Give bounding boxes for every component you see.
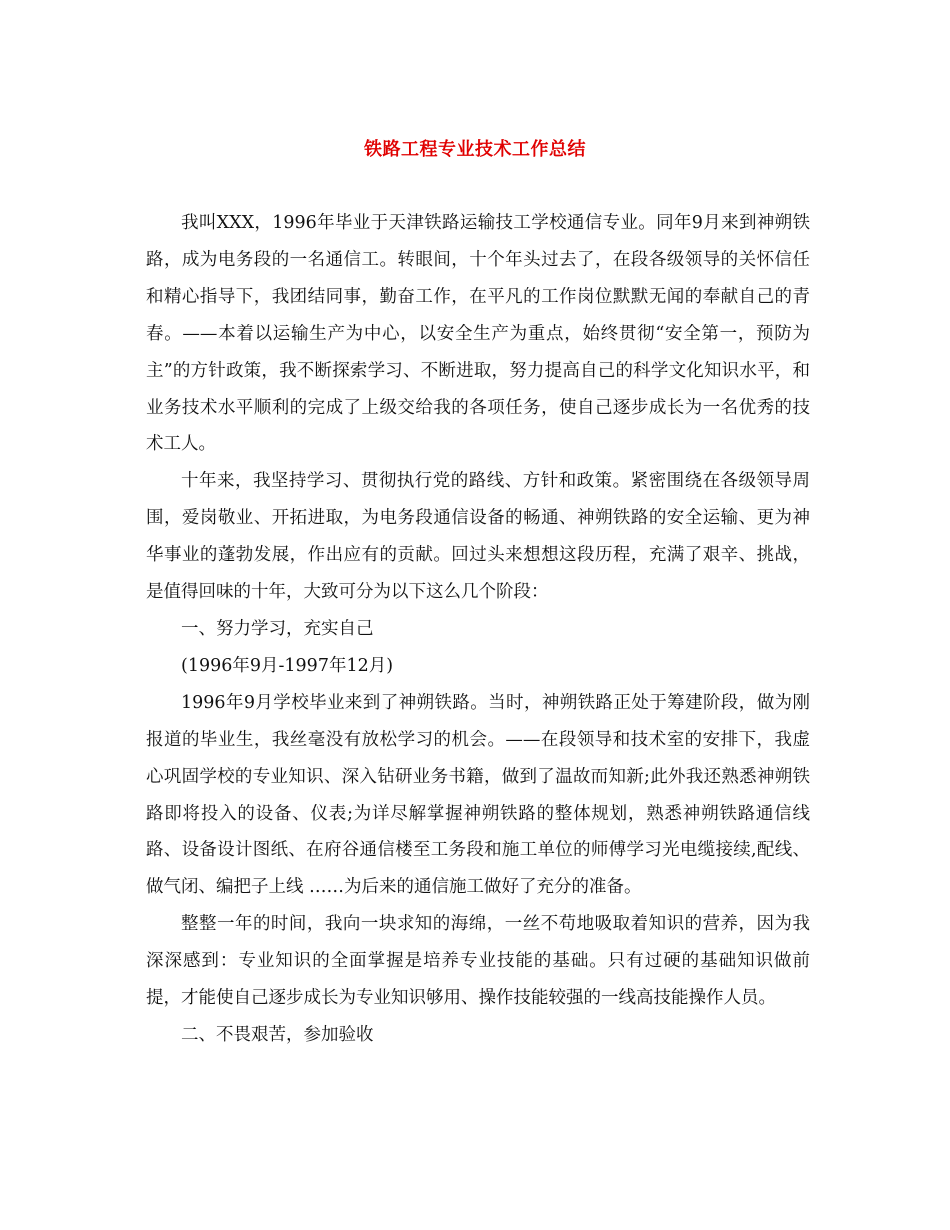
paragraph-ten-years: 十年来，我坚持学习、贯彻执行党的路线、方针和政策。紧密围绕在各级领导周围，爱岗敬业、开拓进取，为电务段通信设备的畅通、神朔铁路的安全运输、更为神华事业的蓬勃发展，作出应有的贡献。回过头来想想这段历程，充满了艰辛、挑战，是值得回味的十年，大致可分为以下这么几个阶段： — [146, 471, 810, 603]
paragraph-learning: 整整一年的时间，我向一块求知的海绵，一丝不苟地吸取着知识的营养，因为我深深感到：专业知识的全面掌握是培养专业技能的基础。只有过硬的基础知识做前提，才能使自己逐步成长为专业知识够用、操作技能较强的一线高技能操作人员。 — [146, 914, 810, 1009]
section-heading-2: 二、不畏艰苦，参加验收 — [181, 1024, 374, 1045]
section-date-range-1: (1996年9月-1997年12月) — [181, 655, 394, 676]
document-body — [146, 205, 810, 1054]
paragraph-intro: 我叫XXX，1996年毕业于天津铁路运输技工学校通信专业。同年9月来到神朔铁路，成为电务段的一名通信工。转眼间，十个年头过去了，在段各级领导的关怀信任和精心指导下，我团结同事，勤奋工作，在平凡的工作岗位默默无闻的奉献自己的青春。——本着以运输生产为中心，以安全生产为重点，始终贯彻“安全第一，预防为主”的方针政策，我不断探索学习、不断进取，努力提高自己的科学文化知识水平，和业务技术水平顺利的完成了上级交给我的各项任务，使自己逐步成长为一名优秀的技术工人。 — [146, 213, 810, 455]
document-title: 铁路工程专业技术工作总结 — [364, 139, 586, 160]
paragraph-stage-1: 1996年9月学校毕业来到了神朔铁路。当时，神朔铁路正处于筹建阶段，做为刚报道的毕业生，我丝毫没有放松学习的机会。——在段领导和技术室的安排下，我虚心巩固学校的专业知识、深入钻研业务书籍，做到了温故而知新;此外我还熟悉神朔铁路即将投入的设备、仪表;为详尽解掌握神朔铁路的整体规划，熟悉神朔铁路通信线路、设备设计图纸、在府谷通信楼至工务段和施工单位的师傅学习光电缆接续,配线、做气闭、编把子上线 ……为后来的通信施工做好了充分的准备。 — [146, 692, 810, 898]
section-heading-1: 一、努力学习，充实自己 — [181, 618, 374, 639]
